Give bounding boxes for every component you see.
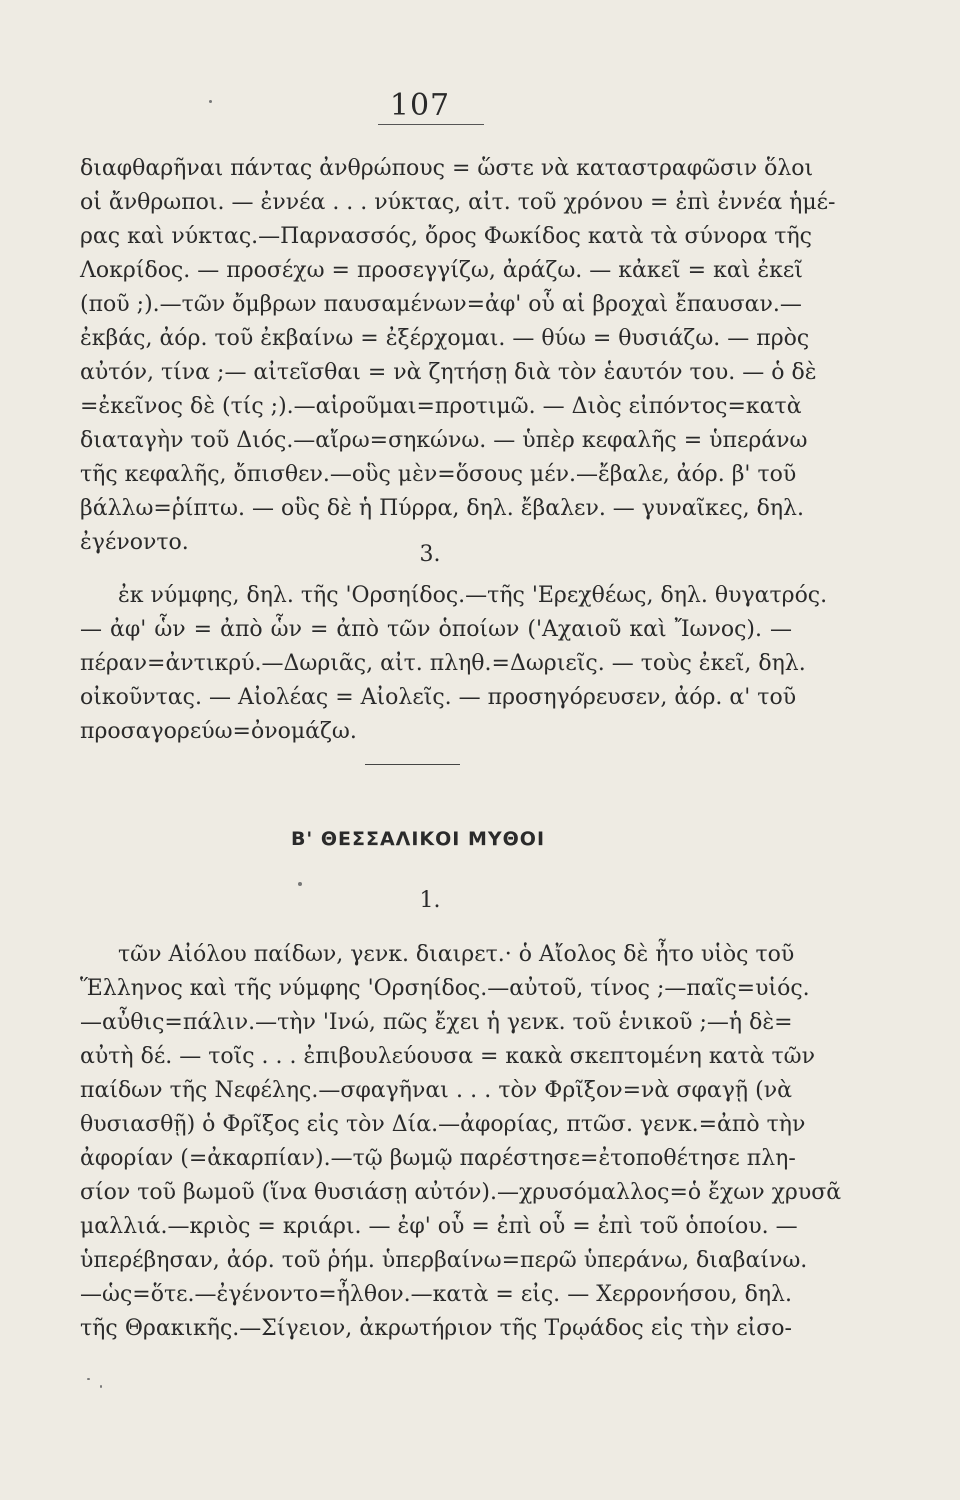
text-line: ἀφορίαν (=ἀκαρπίαν).—τῷ βωμῷ παρέστησε=ἐτοποθέτησε πλη- bbox=[80, 1146, 796, 1171]
ink-speck bbox=[298, 882, 302, 886]
text-line: οἰκοῦντας. — Αἰολέας = Αἰολεῖς. — προσηγόρευσεν, ἀόρ. α' τοῦ bbox=[80, 685, 797, 710]
ink-speck bbox=[209, 100, 212, 103]
text-line: ρας καὶ νύκτας.—Παρνασσός, ὄρος Φωκίδος κατὰ τὰ σύνορα τῆς bbox=[80, 224, 812, 249]
text-line: διαταγὴν τοῦ Διός.—αἴρω=σηκώνω. — ὑπὲρ κεφαλῆς = ὑπεράνω bbox=[80, 428, 808, 453]
section-divider bbox=[365, 764, 460, 765]
text-line: —ὡς=ὅτε.—ἐγένοντο=ἦλθον.—κατὰ = εἰς. — Χερρονήσου, δηλ. bbox=[80, 1282, 792, 1307]
text-line: παίδων τῆς Νεφέλης.—σφαγῆναι . . . τὸν Φρῖξον=νὰ σφαγῇ (νὰ bbox=[80, 1078, 792, 1103]
notes-section-3 bbox=[80, 579, 828, 749]
text-line: ὑπερέβησαν, ἀόρ. τοῦ ῥήμ. ὑπερβαίνω=περῶ ὑπεράνω, διαβαίνω. bbox=[80, 1248, 808, 1273]
text-line: μαλλιά.—κριὸς = κριάρι. — ἐφ' οὗ = ἐπὶ οὗ = ἐπὶ τοῦ ὁποίου. — bbox=[80, 1214, 798, 1239]
section-number: 3. bbox=[419, 542, 441, 567]
text-line: ἐκ νύμφης, δηλ. τῆς 'Ορσηίδος.—τῆς 'Ερεχθέως, δηλ. θυγατρός. bbox=[118, 583, 828, 608]
text-line: οἱ ἄνθρωποι. — ἐννέα . . . νύκτας, αἰτ. τοῦ χρόνου = ἐπὶ ἐννέα ἡμέ- bbox=[80, 190, 836, 215]
text-line: προσαγορεύω=ὀνομάζω. bbox=[80, 719, 357, 744]
text-line: διαφθαρῆναι πάντας ἀνθρώπους = ὥστε νὰ καταστραφῶσιν ὅλοι bbox=[80, 156, 814, 181]
page-number: 107 bbox=[389, 88, 451, 123]
text-line: (ποῦ ;).—τῶν ὄμβρων παυσαμένων=ἀφ' οὗ αἱ βροχαὶ ἔπαυσαν.— bbox=[80, 292, 802, 317]
chapter-heading: Β' ΘΕΣΣΑΛΙΚΟΙ ΜΥΘΟΙ bbox=[290, 828, 546, 850]
text-line: τῆς Θρακικῆς.—Σίγειον, ἀκρωτήριον τῆς Τρῳάδος εἰς τὴν εἰσο- bbox=[80, 1316, 792, 1341]
notes-section-1 bbox=[80, 938, 842, 1346]
text-line: τῆς κεφαλῆς, ὄπισθεν.—οὓς μὲν=ὅσους μέν.—ἔβαλε, ἀόρ. β' τοῦ bbox=[80, 462, 797, 487]
text-line: θυσιασθῇ) ὁ Φρῖξος εἰς τὸν Δία.—ἀφορίας, πτῶσ. γενκ.=ἀπὸ τὴν bbox=[80, 1112, 806, 1137]
text-line: αὐτόν, τίνα ;— αἰτεῖσθαι = νὰ ζητήσῃ διὰ τὸν ἑαυτόν του. — ὁ δὲ bbox=[80, 360, 817, 385]
text-line: —αὖθις=πάλιν.—τὴν 'Ινώ, πῶς ἔχει ἡ γενκ. τοῦ ἑνικοῦ ;—ἡ δὲ= bbox=[80, 1010, 793, 1035]
text-line: — ἀφ' ὧν = ἀπὸ ὧν = ἀπὸ τῶν ὁποίων ('Αχαιοῦ καὶ Ἴωνος). — bbox=[80, 617, 792, 642]
page-number-rule bbox=[378, 124, 484, 125]
text-line: σίον τοῦ βωμοῦ (ἵνα θυσιάσῃ αὐτόν).—χρυσόμαλλος=ὁ ἔχων χρυσᾶ bbox=[80, 1180, 842, 1205]
text-line: ἐγένοντο. bbox=[80, 530, 189, 555]
text-line: αὐτὴ δέ. — τοῖς . . . ἐπιβουλεύουσα = κακὰ σκεπτομένη κατὰ τῶν bbox=[80, 1044, 815, 1069]
text-line: πέραν=ἀντικρύ.—Δωριᾶς, αἰτ. πληθ.=Δωριεῖς. — τοὺς ἐκεῖ, δηλ. bbox=[80, 651, 806, 676]
section-number: 1. bbox=[419, 888, 441, 913]
notes-section-continued bbox=[80, 152, 836, 560]
text-line: Λοκρίδος. — προσέχω = προσεγγίζω, ἀράζω. — κἀκεῖ = καὶ ἐκεῖ bbox=[80, 258, 803, 283]
text-line: βάλλω=ῥίπτω. — οὓς δὲ ἡ Πύρρα, δηλ. ἔβαλεν. — γυναῖκες, δηλ. bbox=[80, 496, 804, 521]
ink-speck bbox=[100, 1385, 102, 1388]
text-line: τῶν Αἰόλου παίδων, γενκ. διαιρετ.· ὁ Αἴολος δὲ ἦτο υἱὸς τοῦ bbox=[118, 942, 795, 967]
text-line: =ἐκεῖνος δὲ (τίς ;).—αἱροῦμαι=προτιμῶ. — Διὸς εἰπόντος=κατὰ bbox=[80, 394, 802, 419]
text-line: ἐκβάς, ἀόρ. τοῦ ἐκβαίνω = ἐξέρχομαι. — θύω = θυσιάζω. — πρὸς bbox=[80, 326, 810, 351]
text-line: Ἕλληνος καὶ τῆς νύμφης 'Ορσηίδος.—αὐτοῦ, τίνος ;—παῖς=υἱός. bbox=[80, 976, 810, 1001]
ink-speck bbox=[87, 1378, 90, 1380]
